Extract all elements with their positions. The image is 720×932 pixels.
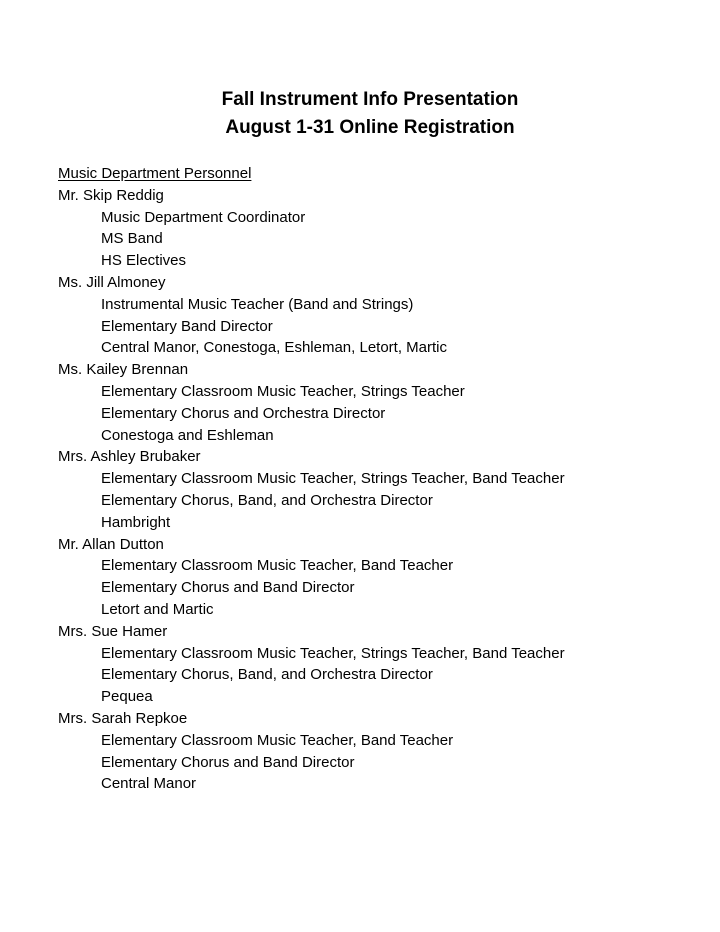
title-line-1: Fall Instrument Info Presentation bbox=[221, 89, 519, 110]
person-entry bbox=[58, 621, 698, 708]
title-line-2: August 1-31 Online Registration bbox=[225, 117, 515, 138]
person-name: Mr. Skip Reddig bbox=[58, 186, 164, 204]
person-detail: Elementary Chorus, Band, and Orchestra Director bbox=[101, 491, 433, 509]
person-detail: Elementary Classroom Music Teacher, Band Teacher bbox=[101, 731, 454, 749]
person-entry bbox=[58, 534, 698, 621]
person-name: Mrs. Ashley Brubaker bbox=[58, 448, 201, 466]
person-detail: Elementary Classroom Music Teacher, Strings Teacher bbox=[101, 382, 465, 400]
person-detail: Central Manor bbox=[101, 775, 197, 793]
person-detail: Elementary Chorus and Band Director bbox=[101, 579, 355, 597]
person-name: Ms. Kailey Brennan bbox=[58, 361, 189, 379]
section-heading: Music Department Personnel bbox=[58, 165, 252, 182]
person-name: Ms. Jill Almoney bbox=[58, 273, 166, 291]
person-entry bbox=[58, 708, 698, 795]
person-detail: Music Department Coordinator bbox=[101, 208, 306, 226]
person-detail: Elementary Classroom Music Teacher, Strings Teacher, Band Teacher bbox=[101, 470, 565, 488]
person-detail: Pequea bbox=[101, 688, 153, 706]
person-name: Mrs. Sue Hamer bbox=[58, 622, 168, 640]
person-detail: MS Band bbox=[101, 230, 163, 248]
person-detail: Elementary Chorus and Orchestra Director bbox=[101, 404, 386, 422]
person-detail: Elementary Classroom Music Teacher, Band Teacher bbox=[101, 557, 454, 575]
person-entry bbox=[58, 272, 698, 359]
document-title bbox=[0, 86, 720, 142]
person-detail: Letort and Martic bbox=[101, 600, 214, 618]
person-detail: Elementary Classroom Music Teacher, Strings Teacher, Band Teacher bbox=[101, 644, 565, 662]
person-detail: Conestoga and Eshleman bbox=[101, 426, 274, 444]
person-entry bbox=[58, 446, 698, 533]
person-detail: Elementary Chorus and Band Director bbox=[101, 753, 355, 771]
person-entry bbox=[58, 185, 698, 272]
person-detail: Central Manor, Conestoga, Eshleman, Letort, Martic bbox=[101, 339, 447, 357]
person-name: Mr. Allan Dutton bbox=[58, 535, 164, 553]
person-detail: Hambright bbox=[101, 513, 171, 531]
person-entry bbox=[58, 359, 698, 446]
person-detail: Elementary Band Director bbox=[101, 317, 273, 335]
person-detail: HS Electives bbox=[101, 252, 187, 270]
person-detail: Elementary Chorus, Band, and Orchestra Director bbox=[101, 666, 433, 684]
personnel-section bbox=[58, 163, 698, 795]
person-name: Mrs. Sarah Repkoe bbox=[58, 709, 188, 727]
person-detail: Instrumental Music Teacher (Band and Strings) bbox=[101, 295, 414, 313]
